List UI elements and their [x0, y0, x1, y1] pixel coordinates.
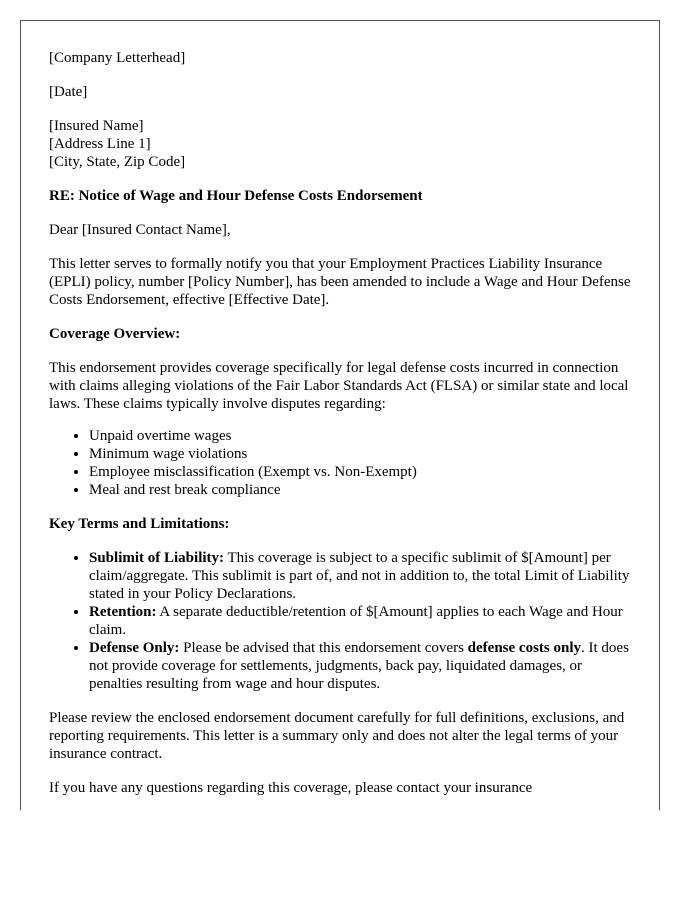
sublimit-item	[89, 549, 637, 603]
subject-line: RE: Notice of Wage and Hour Defense Costs Endorsement	[49, 188, 423, 204]
recipient-address	[49, 117, 637, 171]
defense-only-text-after: . It does not provide coverage for settlements, judgments, back pay, liquidated damages, or penalties resulting from wage and hour disputes.	[89, 640, 629, 692]
defense-only-item	[89, 639, 637, 693]
city-state-zip: [City, State, Zip Code]	[49, 154, 186, 170]
retention-label: Retention:	[89, 604, 157, 620]
coverage-overview-heading: Coverage Overview:	[49, 326, 181, 342]
key-terms-list	[49, 549, 637, 693]
list-item: • Unpaid overtime wages	[89, 427, 637, 445]
list-item: • Employee misclassification (Exempt vs. Non-Exempt)	[89, 463, 637, 481]
defense-only-label: Defense Only:	[89, 640, 180, 656]
list-item: • Minimum wage violations	[89, 445, 637, 463]
retention-text: A separate deductible/retention of $[Amount] applies to each Wage and Hour claim.	[89, 604, 623, 638]
defense-only-emphasis: defense costs only	[467, 640, 581, 656]
coverage-overview-text: This endorsement provides coverage specifically for legal defense costs incurred in connection with claims alleging violations of the Fair Labor Standards Act (FLSA) or similar state and local laws. These claims typically involve disputes regarding:	[49, 360, 629, 412]
coverage-claims-list	[49, 427, 637, 499]
retention-item	[89, 603, 637, 639]
review-paragraph: Please review the enclosed endorsement document carefully for full definitions, exclusions, and reporting requirements. This letter is a summary only and does not alter the legal terms of your insurance contract.	[49, 710, 625, 762]
sublimit-label: Sublimit of Liability:	[89, 550, 225, 566]
company-letterhead: [Company Letterhead]	[49, 50, 186, 66]
letter-page	[20, 20, 660, 810]
closing-paragraph: If you have any questions regarding this coverage, please contact your insurance	[49, 780, 533, 796]
address-line-1: [Address Line 1]	[49, 136, 151, 152]
letter-content	[49, 49, 637, 810]
defense-only-text-before: Please be advised that this endorsement covers	[179, 640, 468, 656]
intro-paragraph: This letter serves to formally notify you that your Employment Practices Liability Insurance (EPLI) policy, number [Policy Number], has been amended to include a Wage and Hour Defense Costs Endorsement, effective [Effective Date].	[49, 256, 631, 308]
list-item: • Meal and rest break compliance	[89, 481, 637, 499]
key-terms-heading: Key Terms and Limitations:	[49, 516, 230, 532]
salutation: Dear [Insured Contact Name],	[49, 222, 231, 238]
insured-name: [Insured Name]	[49, 118, 144, 134]
letter-date: [Date]	[49, 84, 88, 100]
sublimit-text: This coverage is subject to a specific sublimit of $[Amount] per claim/aggregate. This sublimit is part of, and not in addition to, the total Limit of Liability stated in your Policy Declarations.	[89, 550, 630, 602]
